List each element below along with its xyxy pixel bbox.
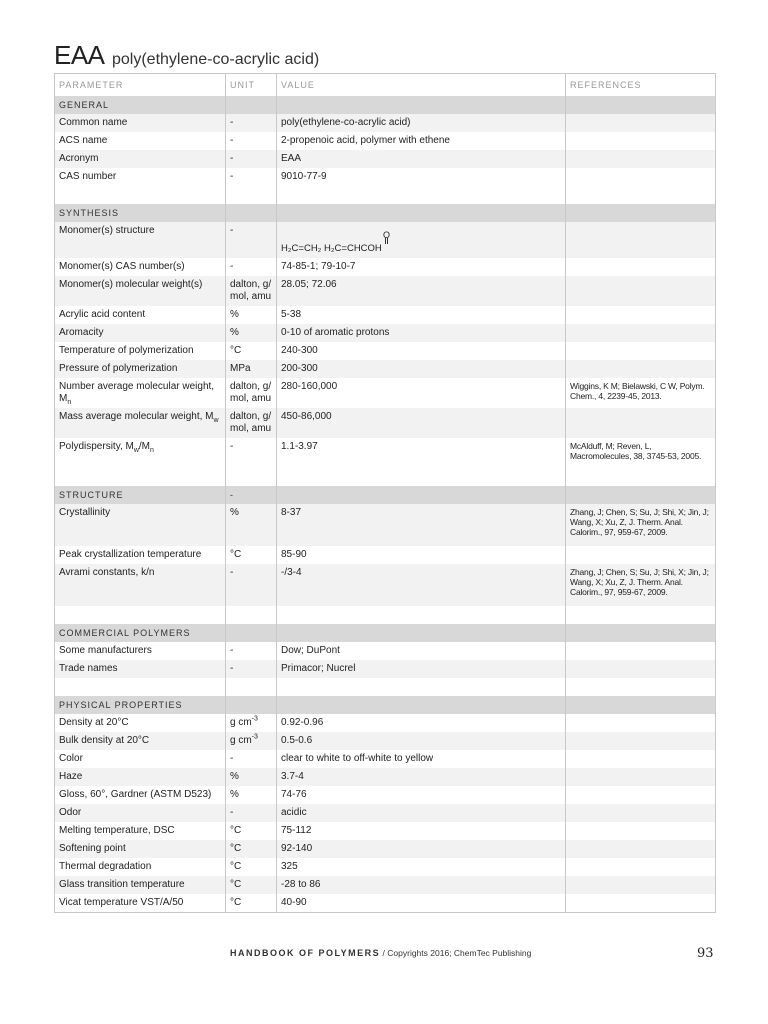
unit-cell: - — [226, 750, 277, 768]
unit-cell: dalton, g/ mol, amu — [226, 378, 277, 408]
section-commercial — [55, 624, 716, 642]
spacer-row — [55, 186, 716, 204]
unit-cell: - — [226, 438, 277, 468]
header-parameter: PARAMETER — [55, 74, 226, 97]
param-cell: Haze — [55, 768, 226, 786]
table-row — [55, 150, 716, 168]
page-footer — [230, 948, 531, 958]
unit-cell: % — [226, 768, 277, 786]
table-row — [55, 822, 716, 840]
table-row — [55, 768, 716, 786]
section-title: STRUCTURE — [55, 486, 226, 504]
value-cell: 40-90 — [277, 894, 566, 913]
param-cell: Thermal degradation — [55, 858, 226, 876]
unit-cell: - — [226, 804, 277, 822]
table-row — [55, 408, 716, 438]
value-cell: 5-38 — [277, 306, 566, 324]
property-table — [54, 73, 716, 913]
param-cell: Melting temperature, DSC — [55, 822, 226, 840]
table-row — [55, 306, 716, 324]
unit-cell: - — [226, 114, 277, 132]
unit-cell: % — [226, 306, 277, 324]
spacer-row — [55, 468, 716, 486]
page-number: 93 — [697, 946, 714, 961]
value-cell: 75-112 — [277, 822, 566, 840]
value-cell: 0.92-0.96 — [277, 714, 566, 732]
table-row — [55, 714, 716, 732]
table-row — [55, 546, 716, 564]
polymer-abbreviation: EAA — [54, 40, 105, 70]
section-title: GENERAL — [55, 96, 226, 114]
param-cell: Density at 20°C — [55, 714, 226, 732]
value-cell: 240-300 — [277, 342, 566, 360]
param-cell: Aromacity — [55, 324, 226, 342]
value-cell: 8-37 — [277, 504, 566, 546]
unit-cell: MPa — [226, 360, 277, 378]
unit-cell: °C — [226, 342, 277, 360]
value-cell: 9010-77-9 — [277, 168, 566, 186]
param-cell: Trade names — [55, 660, 226, 678]
monomer-formula: H₂C=CH₂ H₂C=CHCOH — [281, 243, 382, 254]
param-cell: Some manufacturers — [55, 642, 226, 660]
value-cell: 74-85-1; 79-10-7 — [277, 258, 566, 276]
table-row — [55, 876, 716, 894]
unit-cell: - — [226, 132, 277, 150]
param-cell: Common name — [55, 114, 226, 132]
param-cell: Number average molecular weight, $M_n$ — [55, 378, 226, 408]
table-row — [55, 858, 716, 876]
value-cell: poly(ethylene-co-acrylic acid) — [277, 114, 566, 132]
param-cell: Glass transition temperature — [55, 876, 226, 894]
ref-cell: Zhang, J; Chen, S; Su, J; Shi, X; Jin, J; Wang, X; Xu, Z, J. Therm. Anal. Calorim., 97, 959-67, 2009. — [566, 564, 716, 606]
unit-cell: % — [226, 504, 277, 546]
param-cell: Pressure of polymerization — [55, 360, 226, 378]
param-cell: Monomer(s) molecular weight(s) — [55, 276, 226, 306]
value-cell: 0-10 of aromatic protons — [277, 324, 566, 342]
header-unit: UNIT — [226, 74, 277, 97]
unit-cell: - — [226, 564, 277, 606]
value-cell: 0.5-0.6 — [277, 732, 566, 750]
table-row — [55, 894, 716, 913]
value-cell: 2-propenoic acid, polymer with ethene — [277, 132, 566, 150]
unit-cell: °C — [226, 822, 277, 840]
table-row — [55, 114, 716, 132]
ref-cell — [566, 132, 716, 150]
unit-cell: °C — [226, 858, 277, 876]
table-row — [55, 438, 716, 468]
table-row — [55, 132, 716, 150]
table-row — [55, 378, 716, 408]
value-cell: Dow; DuPont — [277, 642, 566, 660]
ref-cell — [566, 546, 716, 564]
param-cell: Gloss, 60°, Gardner (ASTM D523) — [55, 786, 226, 804]
section-unit: - — [226, 486, 277, 504]
value-cell: Primacor; Nucrel — [277, 660, 566, 678]
param-cell: Monomer(s) CAS number(s) — [55, 258, 226, 276]
value-cell: acidic — [277, 804, 566, 822]
value-cell — [277, 222, 566, 258]
polymer-full-name: poly(ethylene-co-acrylic acid) — [111, 51, 320, 68]
table-header-row — [55, 74, 716, 97]
table-row — [55, 276, 716, 306]
spacer-row — [55, 678, 716, 696]
section-physical — [55, 696, 716, 714]
table-row — [55, 222, 716, 258]
header-references: REFERENCES — [566, 74, 716, 97]
book-title: HANDBOOK OF POLYMERS — [230, 948, 381, 958]
value-cell: 200-300 — [277, 360, 566, 378]
ref-cell — [566, 114, 716, 132]
unit-cell: dalton, g/ mol, amu — [226, 408, 277, 438]
param-cell: Odor — [55, 804, 226, 822]
section-synthesis — [55, 204, 716, 222]
carbonyl-oxygen-label: O — [383, 230, 391, 240]
unit-cell: °C — [226, 894, 277, 913]
table-row — [55, 840, 716, 858]
ref-cell: Zhang, J; Chen, S; Su, J; Shi, X; Jin, J; Wang, X; Xu, Z, J. Therm. Anal. Calorim., 97, 959-67, 2009. — [566, 504, 716, 546]
value-cell: -28 to 86 — [277, 876, 566, 894]
param-cell: Mass average molecular weight, $M_w$ — [55, 408, 226, 438]
ref-cell — [566, 150, 716, 168]
param-cell: Peak crystallization temperature — [55, 546, 226, 564]
unit-cell: % — [226, 786, 277, 804]
table-row — [55, 342, 716, 360]
table-row — [55, 168, 716, 186]
unit-cell: °C — [226, 546, 277, 564]
section-title: COMMERCIAL POLYMERS — [55, 624, 226, 642]
unit-cell: dalton, g/ mol, amu — [226, 276, 277, 306]
section-structure — [55, 486, 716, 504]
param-cell: Bulk density at 20°C — [55, 732, 226, 750]
value-cell: 1.1-3.97 — [277, 438, 566, 468]
param-cell: Acronym — [55, 150, 226, 168]
param-cell: Vicat temperature VST/A/50 — [55, 894, 226, 913]
param-cell: ACS name — [55, 132, 226, 150]
table-row — [55, 804, 716, 822]
double-bond-mark — [385, 238, 388, 244]
table-row — [55, 786, 716, 804]
table-row — [55, 750, 716, 768]
unit-cell: g $cm^{-3}$ — [226, 714, 277, 732]
ref-cell — [566, 168, 716, 186]
param-cell: Acrylic acid content — [55, 306, 226, 324]
value-cell: 28.05; 72.06 — [277, 276, 566, 306]
table-row — [55, 258, 716, 276]
unit-cell: - — [226, 660, 277, 678]
header-value: VALUE — [277, 74, 566, 97]
table-row — [55, 732, 716, 750]
param-cell: Softening point — [55, 840, 226, 858]
page-title — [54, 40, 319, 71]
value-cell: 74-76 — [277, 786, 566, 804]
ref-cell: Wiggins, K M; Bielawski, C W, Polym. Chem., 4, 2239-45, 2013. — [566, 378, 716, 408]
table-row — [55, 324, 716, 342]
value-cell: 450-86,000 — [277, 408, 566, 438]
unit-cell: °C — [226, 840, 277, 858]
value-cell: 92-140 — [277, 840, 566, 858]
table-row — [55, 360, 716, 378]
unit-cell: - — [226, 222, 277, 258]
param-cell: Monomer(s) structure — [55, 222, 226, 258]
value-cell: 85-90 — [277, 546, 566, 564]
unit-cell: °C — [226, 876, 277, 894]
value-cell: 280-160,000 — [277, 378, 566, 408]
unit-cell: % — [226, 324, 277, 342]
unit-cell: - — [226, 258, 277, 276]
param-cell: Crystallinity — [55, 504, 226, 546]
value-cell: EAA — [277, 150, 566, 168]
param-cell: CAS number — [55, 168, 226, 186]
unit-cell: - — [226, 168, 277, 186]
table-row — [55, 504, 716, 546]
unit-cell: - — [226, 642, 277, 660]
param-cell: Color — [55, 750, 226, 768]
value-cell: clear to white to off-white to yellow — [277, 750, 566, 768]
table-row — [55, 564, 716, 606]
param-cell: Polydispersity, $M_w/M_n$ — [55, 438, 226, 468]
unit-cell: - — [226, 150, 277, 168]
monomer-structure-drawing — [281, 225, 561, 255]
spacer-row — [55, 606, 716, 624]
value-cell: 325 — [277, 858, 566, 876]
table-row — [55, 660, 716, 678]
value-cell: 3.7-4 — [277, 768, 566, 786]
copyright-text: / Copyrights 2016; ChemTec Publishing — [380, 948, 532, 958]
unit-cell: g $cm^{-3}$ — [226, 732, 277, 750]
param-cell: Temperature of polymerization — [55, 342, 226, 360]
ref-cell: McAlduff, M; Reven, L, Macromolecules, 38, 3745-53, 2005. — [566, 438, 716, 468]
param-cell: Avrami constants, k/n — [55, 564, 226, 606]
section-title: PHYSICAL PROPERTIES — [55, 696, 226, 714]
section-title: SYNTHESIS — [55, 204, 226, 222]
section-general — [55, 96, 716, 114]
table-row — [55, 642, 716, 660]
value-cell: -/3-4 — [277, 564, 566, 606]
